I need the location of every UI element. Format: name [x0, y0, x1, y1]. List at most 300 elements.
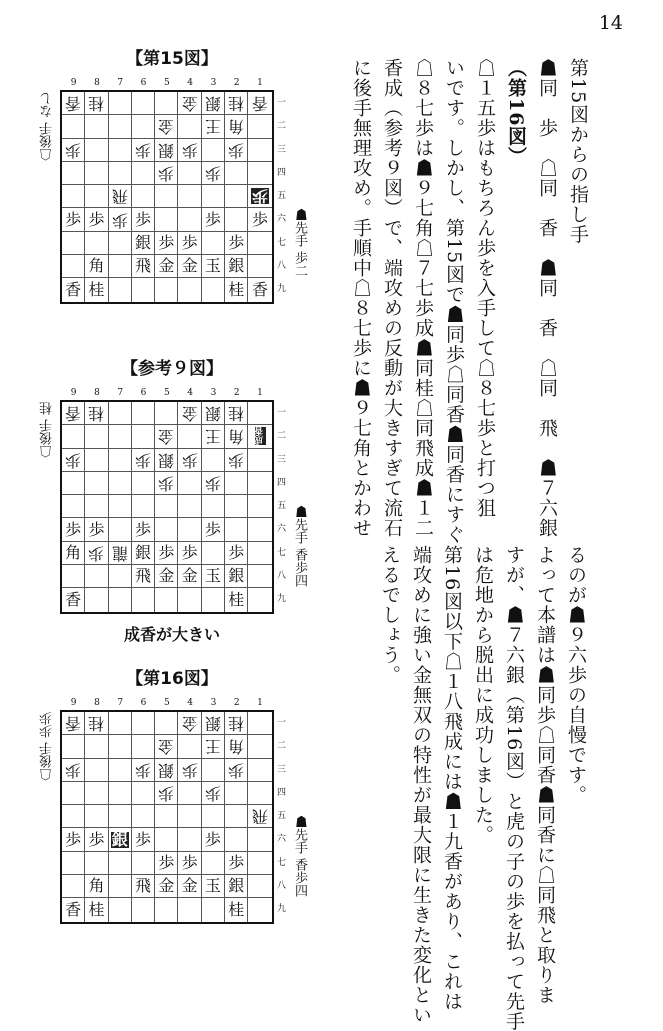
rank-label: 九: [277, 594, 287, 605]
board-square: [62, 875, 85, 898]
board-square: [202, 449, 225, 472]
board-square: [62, 735, 85, 758]
shogi-piece: 歩: [88, 829, 105, 849]
shogi-piece: 玉: [204, 876, 221, 896]
board-square: [109, 852, 132, 875]
board-square: [85, 898, 108, 921]
board-square: [202, 92, 225, 115]
board-square: [202, 542, 225, 565]
board-square: [225, 208, 248, 231]
board-square: [225, 898, 248, 921]
board-square: [248, 712, 271, 735]
board-square: [202, 759, 225, 782]
board-square: [248, 232, 271, 255]
board-square: [132, 712, 155, 735]
board-square: [132, 759, 155, 782]
shogi-piece: 香: [65, 404, 82, 424]
shogi-piece: 歩: [88, 519, 105, 539]
shogi-piece: 歩: [204, 164, 221, 184]
shogi-piece: 歩: [228, 852, 245, 872]
shogi-piece: 金: [181, 404, 198, 424]
board-square: [132, 232, 155, 255]
shogi-piece: 銀: [204, 94, 221, 114]
board-square: [155, 588, 178, 611]
board-square: [109, 565, 132, 588]
board-square: [62, 139, 85, 162]
board-square: [178, 278, 201, 301]
board-square: [178, 115, 201, 138]
board-square: [178, 542, 201, 565]
shogi-piece: 歩: [228, 760, 245, 780]
diagram-ref9-title: 【参考９図】: [121, 359, 223, 379]
shogi-piece: 歩: [158, 852, 175, 872]
board-square: [109, 255, 132, 278]
board-square: [109, 472, 132, 495]
shogi-piece: 歩: [204, 784, 221, 804]
board-square: [62, 542, 85, 565]
board-square: [155, 92, 178, 115]
board-square: [248, 255, 271, 278]
shogi-piece: 桂: [228, 590, 245, 610]
board-square: [62, 828, 85, 851]
board-square: [155, 115, 178, 138]
board-square: [202, 588, 225, 611]
shogi-piece: 歩: [88, 543, 105, 563]
board-square: [132, 472, 155, 495]
board-square: [225, 232, 248, 255]
shogi-piece: 桂: [88, 404, 105, 424]
text-line: （第16図）: [505, 58, 527, 167]
shogi-board: [60, 90, 274, 304]
shogi-piece: 金: [181, 256, 198, 276]
board-square: [85, 185, 108, 208]
board-square: [85, 588, 108, 611]
shogi-piece: 銀: [158, 450, 175, 470]
board-square: [155, 542, 178, 565]
shogi-board: [60, 710, 274, 924]
lower-text-block: [374, 545, 591, 1031]
board-square: [85, 828, 108, 851]
board-square: [132, 805, 155, 828]
text-line: ☖１五歩はもちろん歩を入手して☖８七歩と打つ狙: [474, 58, 496, 518]
board-square: [248, 898, 271, 921]
board-square: [132, 402, 155, 425]
rank-label: 九: [277, 904, 287, 915]
board-square: [225, 472, 248, 495]
rank-label: 四: [277, 477, 287, 488]
board-square: [248, 759, 271, 782]
board-square: [155, 255, 178, 278]
board-square: [85, 449, 108, 472]
board-square: [62, 255, 85, 278]
board-square: [202, 115, 225, 138]
board-square: [178, 402, 201, 425]
board-square: [62, 495, 85, 518]
board-square: [155, 495, 178, 518]
shogi-piece: 角: [88, 256, 105, 276]
shogi-piece: 歩: [65, 829, 82, 849]
file-label: 1: [257, 78, 263, 88]
shogi-piece: 銀: [158, 140, 175, 160]
board-square: [248, 518, 271, 541]
text-line: すが、☗７六銀（第16図）と虎の子の歩を払って先手: [503, 545, 525, 1031]
board-square: [202, 402, 225, 425]
board-square: [202, 162, 225, 185]
rank-label: 三: [277, 764, 287, 775]
shogi-piece: 金: [158, 117, 175, 137]
board-square: [155, 565, 178, 588]
board-square: [132, 542, 155, 565]
board-square: [109, 712, 132, 735]
file-label: 1: [257, 698, 263, 708]
shogi-piece: 歩: [181, 542, 198, 562]
board-square: [62, 472, 85, 495]
board-square: [85, 92, 108, 115]
board-square: [109, 449, 132, 472]
board-square: [225, 449, 248, 472]
shogi-piece: 金: [158, 876, 175, 896]
shogi-piece: 角: [228, 117, 245, 137]
file-label: 8: [94, 78, 100, 88]
board-square: [109, 588, 132, 611]
board-square: [202, 139, 225, 162]
board-square: [225, 759, 248, 782]
board-square: [248, 588, 271, 611]
board-square: [178, 805, 201, 828]
text-line: るのが☗９六歩の自慢です。: [565, 545, 587, 805]
board-square: [155, 828, 178, 851]
board-square: [178, 898, 201, 921]
board-square: [132, 495, 155, 518]
file-label: 5: [163, 698, 170, 708]
shogi-piece: 銀: [204, 714, 221, 734]
board-square: [202, 712, 225, 735]
board-square: [85, 542, 108, 565]
shogi-piece: 金: [181, 566, 198, 586]
board-square: [109, 542, 132, 565]
board-square: [202, 185, 225, 208]
board-square: [248, 92, 271, 115]
shogi-piece: 香: [65, 94, 82, 114]
board-square: [62, 278, 85, 301]
board-square: [132, 735, 155, 758]
board-square: [62, 712, 85, 735]
board-square: [178, 735, 201, 758]
board-square: [178, 759, 201, 782]
file-label: 9: [70, 388, 77, 398]
rank-label: 九: [277, 284, 287, 295]
sente-hand-15: ☗先手 歩二: [292, 208, 307, 278]
board-square: [225, 518, 248, 541]
board-square: [248, 875, 271, 898]
shogi-piece: 桂: [228, 280, 245, 300]
shogi-piece: 歩: [181, 760, 198, 780]
board-square: [225, 255, 248, 278]
board-square: [62, 588, 85, 611]
rank-label: 四: [277, 167, 287, 178]
board-square: [85, 759, 108, 782]
rank-label: 一: [277, 98, 287, 108]
shogi-piece: 金: [158, 256, 175, 276]
shogi-piece: 銀: [204, 404, 221, 424]
diagram-16-title: 【第16図】: [126, 669, 218, 689]
shogi-piece: 歩: [228, 450, 245, 470]
text-line: ☖８七歩は☗９七角☖７七歩成☗同桂☖同飛成☗１二: [412, 58, 434, 538]
board-square: [109, 162, 132, 185]
board-square: [202, 255, 225, 278]
board-square: [202, 805, 225, 828]
shogi-piece: 桂: [228, 94, 245, 114]
board-square: [155, 759, 178, 782]
shogi-piece: 王: [204, 427, 221, 447]
board-square: [132, 278, 155, 301]
shogi-piece: 歩: [252, 187, 269, 207]
shogi-piece: 歩: [204, 209, 221, 229]
board-square: [202, 518, 225, 541]
board-square: [248, 278, 271, 301]
shogi-piece: 王: [204, 117, 221, 137]
board-square: [225, 495, 248, 518]
shogi-piece: 飛: [135, 256, 152, 276]
board-square: [85, 495, 108, 518]
shogi-piece: 銀: [135, 542, 152, 562]
board-square: [178, 139, 201, 162]
board-square: [85, 712, 108, 735]
board-square: [132, 115, 155, 138]
board-square: [178, 565, 201, 588]
board-square: [248, 449, 271, 472]
rank-label: 二: [277, 431, 287, 442]
file-label: 9: [70, 698, 77, 708]
file-label: 2: [233, 698, 240, 708]
board-square: [62, 759, 85, 782]
file-label: 8: [94, 388, 100, 398]
board-square: [85, 782, 108, 805]
board-square: [109, 782, 132, 805]
sente-hand-ref9: ☗先手 香歩四: [292, 505, 307, 588]
board-square: [155, 782, 178, 805]
board-square: [178, 255, 201, 278]
rank-label: 六: [277, 524, 287, 535]
rank-label: 八: [277, 261, 287, 272]
board-square: [62, 232, 85, 255]
board-square: [132, 875, 155, 898]
board-square: [248, 185, 271, 208]
shogi-piece: 歩: [181, 232, 198, 252]
board-square: [155, 139, 178, 162]
board-square: [248, 208, 271, 231]
board-square: [155, 425, 178, 448]
board-square: [85, 115, 108, 138]
text-line: 第15図からの指し手: [567, 58, 589, 245]
shogi-piece: 歩: [65, 450, 82, 470]
text-line: いです。しかし、第15図で☗同歩☖同香☗同香にすぐ: [443, 58, 465, 545]
board-square: [62, 518, 85, 541]
file-label: 4: [187, 388, 193, 398]
board-square: [202, 565, 225, 588]
shogi-piece: 歩: [204, 474, 221, 494]
board-square: [248, 139, 271, 162]
shogi-piece: 香: [65, 714, 82, 734]
shogi-piece: 銀: [228, 256, 245, 276]
board-square: [155, 875, 178, 898]
text-line: えるでしょう。: [379, 545, 401, 685]
shogi-piece: 歩: [252, 209, 269, 229]
rank-labels: [277, 92, 286, 302]
board-square: [225, 425, 248, 448]
board-square: [132, 898, 155, 921]
board-square: [225, 828, 248, 851]
board-square: [109, 92, 132, 115]
file-label: 2: [233, 388, 240, 398]
shogi-board: [60, 400, 274, 614]
shogi-piece: 角: [228, 427, 245, 447]
shogi-piece: 桂: [88, 714, 105, 734]
board-square: [178, 828, 201, 851]
rank-label: 四: [277, 787, 287, 798]
shogi-piece: 銀: [228, 876, 245, 896]
board-square: [132, 588, 155, 611]
rank-label: 八: [277, 571, 287, 582]
board-square: [202, 852, 225, 875]
board-square: [132, 425, 155, 448]
board-square: [178, 588, 201, 611]
rank-labels: [277, 402, 286, 612]
shogi-piece: 歩: [65, 140, 82, 160]
shogi-piece: 歩: [158, 542, 175, 562]
board-square: [248, 162, 271, 185]
board-square: [62, 425, 85, 448]
ref9-caption: 成香が大きい: [123, 625, 220, 644]
board-square: [225, 139, 248, 162]
board-square: [178, 712, 201, 735]
board-square: [62, 898, 85, 921]
board-square: [225, 875, 248, 898]
rank-label: 六: [277, 214, 287, 225]
rank-labels: [277, 712, 286, 922]
shogi-piece: 角: [88, 876, 105, 896]
board-square: [155, 449, 178, 472]
board-square: [248, 828, 271, 851]
shogi-piece: 歩: [204, 829, 221, 849]
shogi-piece: 歩: [65, 209, 82, 229]
board-square: [62, 852, 85, 875]
file-label: 3: [210, 388, 217, 398]
shogi-piece: 歩: [228, 232, 245, 252]
board-square: [178, 495, 201, 518]
shogi-piece: 桂: [228, 404, 245, 424]
rank-label: 二: [277, 121, 287, 132]
board-square: [62, 208, 85, 231]
file-label: 5: [163, 78, 170, 88]
shogi-piece: 飛: [135, 876, 152, 896]
file-label: 3: [210, 78, 217, 88]
board-square: [85, 735, 108, 758]
shogi-piece: 歩: [158, 164, 175, 184]
shogi-piece: 金: [158, 566, 175, 586]
file-label: 7: [117, 78, 124, 88]
file-label: 6: [140, 698, 147, 708]
board-square: [109, 402, 132, 425]
board-square: [155, 208, 178, 231]
board-square: [62, 805, 85, 828]
rank-label: 三: [277, 454, 287, 465]
board-square: [109, 735, 132, 758]
board-square: [109, 232, 132, 255]
shogi-piece: 歩: [135, 450, 152, 470]
board-square: [62, 782, 85, 805]
board-square: [202, 875, 225, 898]
file-label: 1: [257, 388, 263, 398]
board-square: [132, 828, 155, 851]
board-square: [132, 449, 155, 472]
board-square: [248, 565, 271, 588]
gote-hand-15: ☖後手 なし: [40, 92, 55, 162]
board-square: [132, 185, 155, 208]
board-square: [225, 735, 248, 758]
board-square: [62, 185, 85, 208]
shogi-piece: 桂: [88, 900, 105, 920]
text-line: は危地から脱出に成功しました。: [472, 545, 494, 845]
diagram-15-title: 【第15図】: [126, 49, 218, 69]
board-square: [248, 782, 271, 805]
shogi-piece: 香: [65, 280, 82, 300]
board-square: [248, 472, 271, 495]
board-square: [132, 162, 155, 185]
shogi-piece: 玉: [204, 256, 221, 276]
board-square: [225, 782, 248, 805]
board-square: [225, 542, 248, 565]
board-square: [62, 402, 85, 425]
file-labels: [62, 78, 272, 88]
board-square: [85, 425, 108, 448]
upper-text-block: [345, 58, 593, 545]
shogi-piece: 金: [158, 737, 175, 757]
rank-label: 七: [277, 857, 287, 868]
board-square: [225, 712, 248, 735]
board-square: [202, 278, 225, 301]
board-square: [109, 828, 132, 851]
board-square: [109, 278, 132, 301]
board-square: [155, 852, 178, 875]
board-square: [178, 208, 201, 231]
board-square: [155, 472, 178, 495]
rank-label: 二: [277, 741, 287, 752]
shogi-piece: 香: [252, 94, 269, 114]
file-label: 7: [117, 388, 124, 398]
board-square: [225, 565, 248, 588]
board-square: [155, 185, 178, 208]
shogi-piece: 金: [181, 876, 198, 896]
rank-label: 一: [277, 718, 287, 728]
board-square: [85, 875, 108, 898]
board-square: [85, 208, 108, 231]
board-square: [202, 472, 225, 495]
board-square: [85, 805, 108, 828]
file-label: 8: [94, 698, 100, 708]
shogi-piece: 歩: [135, 209, 152, 229]
board-square: [202, 782, 225, 805]
board-square: [248, 495, 271, 518]
board-square: [85, 255, 108, 278]
file-labels: [62, 388, 272, 398]
shogi-piece: 歩: [158, 232, 175, 252]
shogi-piece: 飛: [135, 566, 152, 586]
board-square: [85, 162, 108, 185]
board-square: [85, 472, 108, 495]
board-square: [155, 805, 178, 828]
file-labels: [62, 698, 272, 708]
